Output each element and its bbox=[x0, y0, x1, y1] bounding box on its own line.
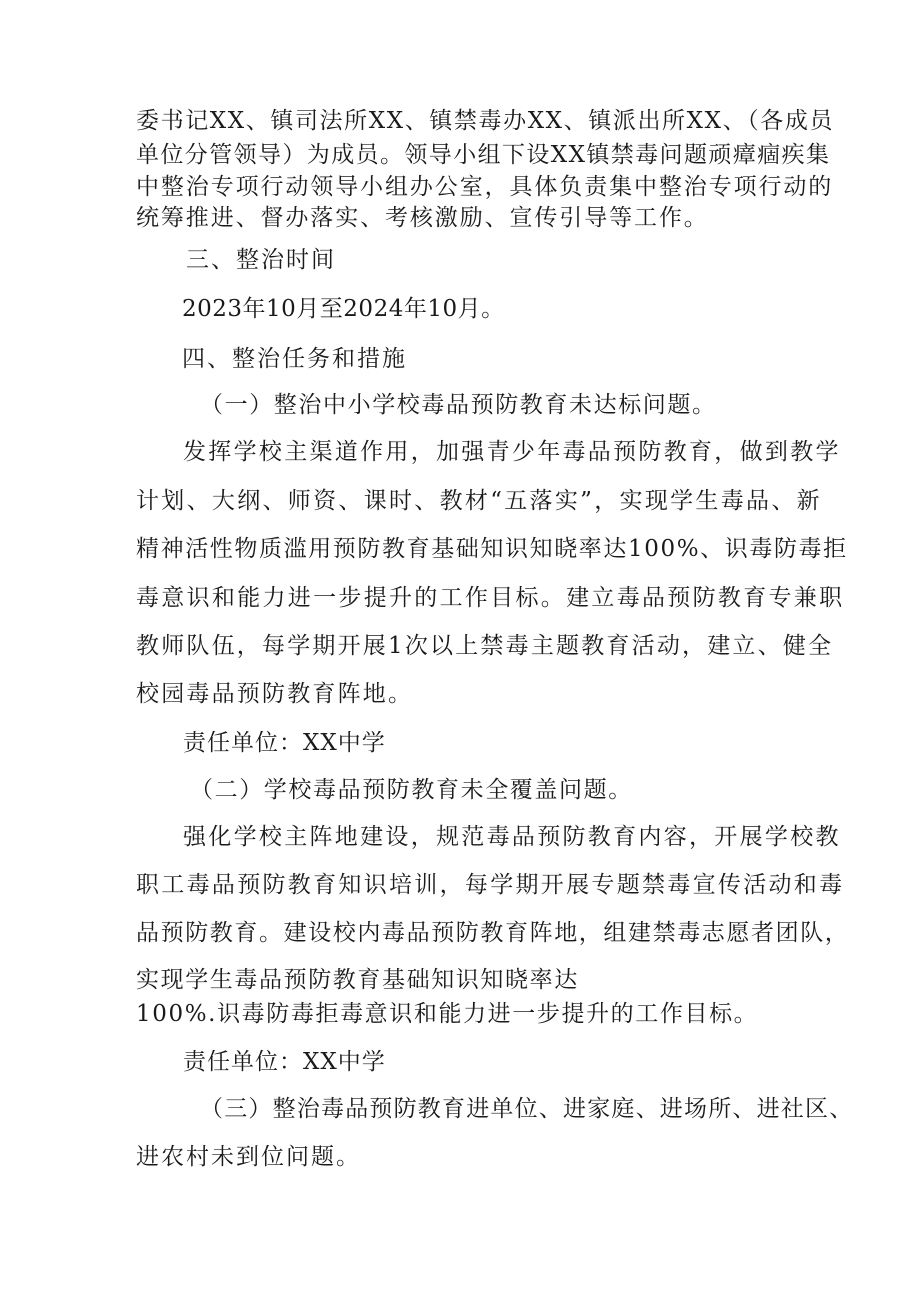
task1-body-line-3: 精神活性物质滥用预防教育基础知识知晓率达100%、识毒防毒拒 bbox=[136, 536, 848, 562]
task1-responsible-unit: 责任单位：XX中学 bbox=[183, 730, 386, 756]
intro-line-3: 中整治专项行动领导小组办公室，具体负责集中整治专项行动的 bbox=[136, 174, 834, 200]
task1-title: （一）整治中小学校毒品预防教育未达标问题。 bbox=[200, 392, 717, 418]
task1-body-line-6: 校园毒品预防教育阵地。 bbox=[136, 681, 414, 707]
task2-title: （二）学校毒品预防教育未全覆盖问题。 bbox=[190, 777, 633, 803]
task2-body-line-2: 职工毒品预防教育知识培训，每学期开展专题禁毒宣传活动和毒 bbox=[136, 872, 845, 898]
task2-body-line-5: 100%.识毒防毒拒毒意识和能力进一步提升的工作目标。 bbox=[136, 1001, 759, 1027]
task1-body-line-4: 毒意识和能力进一步提升的工作目标。建立毒品预防教育专兼职 bbox=[136, 585, 845, 611]
task2-body-line-4: 实现学生毒品预防教育基础知识知晓率达 bbox=[136, 967, 579, 993]
section-heading-time: 三、整治时间 bbox=[186, 247, 336, 273]
intro-line-2: 单位分管领导）为成员。领导小组下设XX镇禁毒问题顽瘴痼疾集 bbox=[136, 142, 831, 168]
intro-line-1: 委书记XX、镇司法所XX、镇禁毒办XX、镇派出所XX、（各成员 bbox=[136, 108, 835, 134]
section-period: 2023年10月至2024年10月。 bbox=[182, 296, 505, 322]
task1-body-line-5: 教师队伍，每学期开展1次以上禁毒主题教育活动，建立、健全 bbox=[136, 633, 834, 659]
section-heading-tasks: 四、整治任务和措施 bbox=[182, 346, 407, 372]
task3-title-line-2: 进农村未到位问题。 bbox=[136, 1144, 361, 1170]
task2-responsible-unit: 责任单位：XX中学 bbox=[183, 1049, 386, 1075]
task1-body-line-2: 计划、大纲、师资、课时、教材“五落实”，实现学生毒品、新 bbox=[136, 488, 822, 514]
task2-body-line-1: 强化学校主阵地建设，规范毒品预防教育内容，开展学校教 bbox=[183, 824, 841, 850]
task3-title-line-1: （三）整治毒品预防教育进单位、进家庭、进场所、进社区、 bbox=[200, 1096, 854, 1122]
task1-body-line-1: 发挥学校主渠道作用，加强青少年毒品预防教育，做到教学 bbox=[183, 439, 841, 465]
intro-line-4: 统筹推进、督办落实、考核激励、宣传引导等工作。 bbox=[136, 205, 709, 231]
task2-body-line-3: 品预防教育。建设校内毒品预防教育阵地，组建禁毒志愿者团队， bbox=[136, 920, 850, 946]
